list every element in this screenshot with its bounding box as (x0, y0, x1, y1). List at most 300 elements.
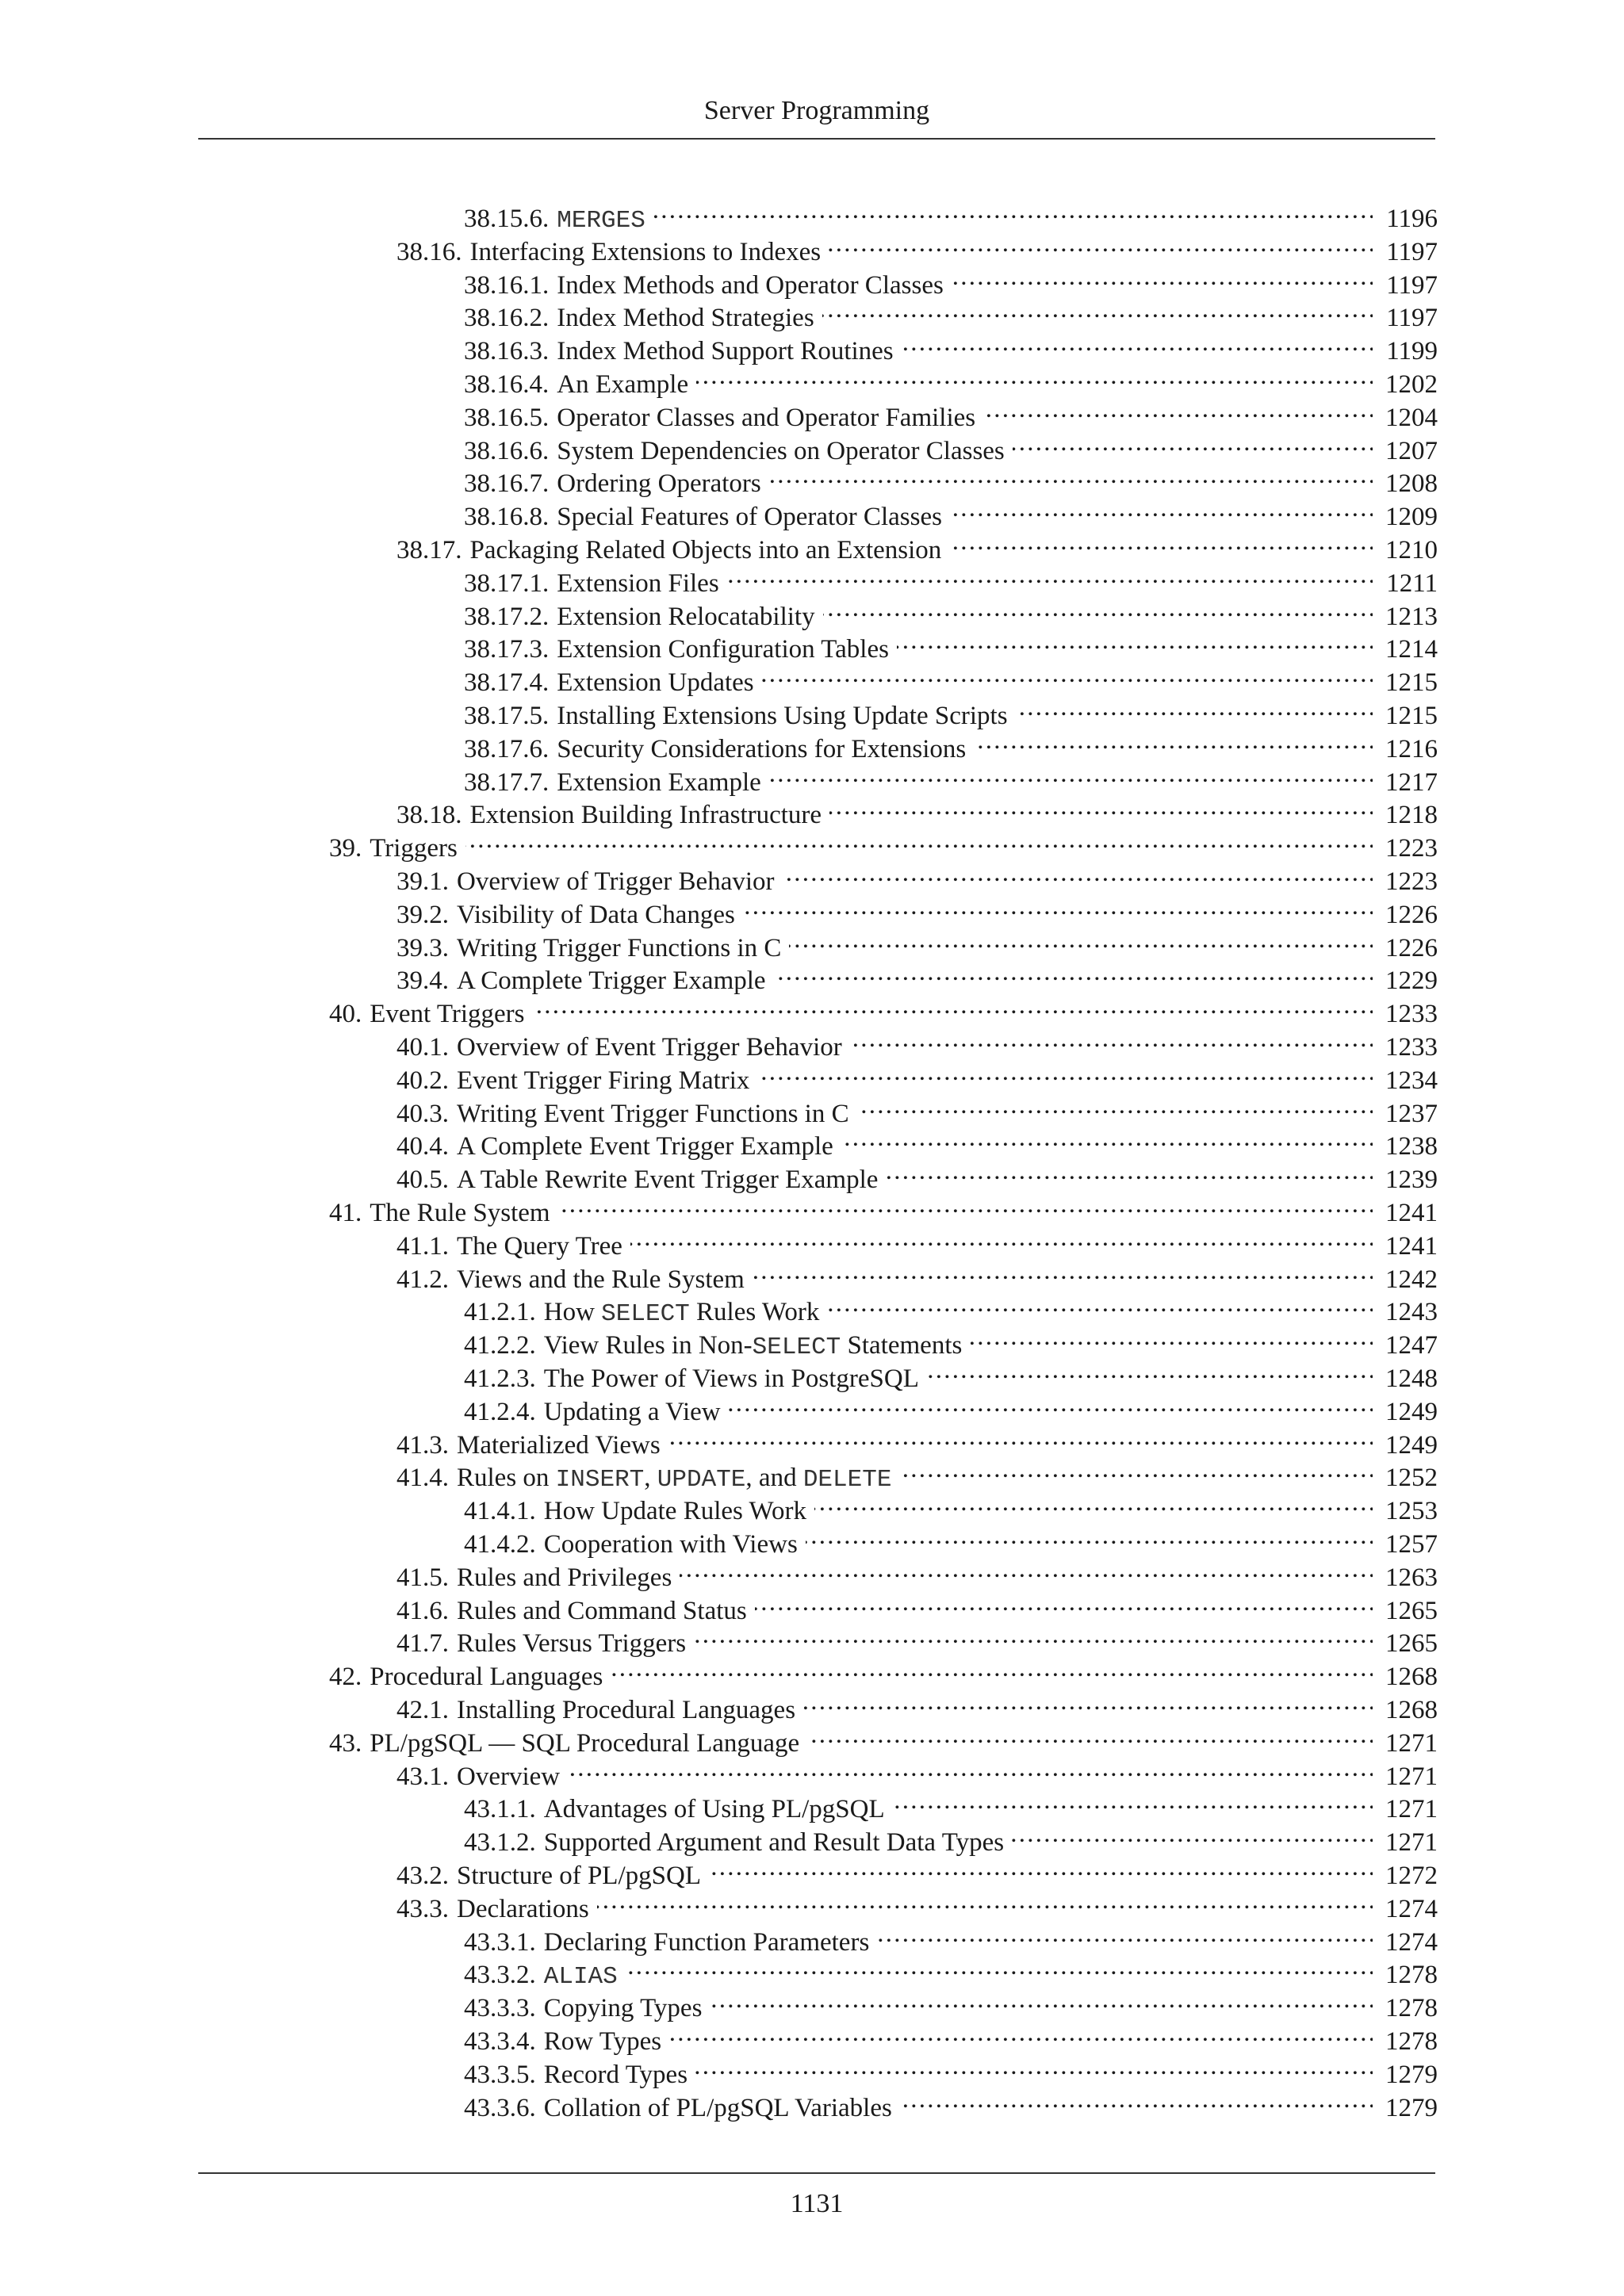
toc-entry-page: 1202 (1385, 370, 1438, 399)
toc-entry-text: Supported Argument and Result Data Types (543, 1828, 1005, 1858)
toc-entry-number: 41.3. (396, 1430, 449, 1460)
dot-leader (710, 1983, 1373, 2016)
toc-entry-text: How (543, 1298, 602, 1327)
toc-entry-text: Extension Example (557, 767, 761, 797)
toc-entry[interactable] (464, 558, 1438, 598)
toc-entry-page: 1207 (1385, 436, 1438, 465)
toc-entry[interactable] (464, 624, 1438, 664)
toc-entry-code-term: SELECT (752, 1334, 841, 1362)
toc-entry-code-term: ALIAS (543, 1963, 618, 1992)
toc-entry-page: 1243 (1385, 1298, 1438, 1327)
toc-entry[interactable] (464, 591, 1438, 631)
toc-entry[interactable] (329, 989, 1438, 1029)
toc-entry[interactable] (396, 1154, 1438, 1195)
toc-entry-text: Rules Work (689, 1298, 820, 1327)
toc-entry-text: How Update Rules Work (543, 1497, 807, 1526)
dot-leader (827, 1287, 1373, 1320)
dot-leader (857, 1089, 1373, 1122)
toc-entry-text: Operator Classes and Operator Families (557, 403, 976, 432)
dot-leader (626, 1950, 1373, 1983)
toc-entry-text: Rules on (457, 1464, 556, 1493)
toc-entry[interactable] (329, 823, 1438, 863)
toc-entry-page: 1241 (1385, 1231, 1438, 1261)
dot-leader (769, 458, 1373, 492)
toc-entry-number: 38.17. (396, 536, 462, 564)
toc-entry[interactable] (464, 293, 1438, 333)
toc-entry-number: 38.17.1. (464, 568, 550, 598)
toc-entry-number: 38.16.5. (464, 403, 550, 432)
toc-entry-page: 1271 (1385, 1828, 1438, 1858)
toc-entry[interactable] (396, 1254, 1438, 1294)
toc-entry-number: 40.5. (396, 1165, 449, 1195)
toc-entry-number: 41.2.4. (464, 1397, 536, 1426)
toc-entry-page: 1253 (1385, 1497, 1438, 1526)
toc-entry[interactable] (396, 1884, 1438, 1923)
toc-entry-number: 43. (329, 1728, 362, 1758)
toc-entry-text: System Dependencies on Operator Classes (557, 436, 1005, 465)
page-header: Server Programming (703, 96, 930, 125)
toc-entry-text: The Rule System (370, 1199, 550, 1227)
dot-leader (568, 1751, 1373, 1785)
toc-entry[interactable] (396, 1685, 1438, 1724)
toc-entry-number: 41.4.2. (464, 1530, 536, 1559)
dot-leader (753, 1254, 1373, 1288)
dot-leader (952, 260, 1373, 293)
toc-entry-page: 1279 (1385, 2093, 1438, 2122)
toc-entry[interactable] (464, 1519, 1438, 1559)
dot-leader (755, 1586, 1373, 1619)
toc-entry-text: Overview (457, 1762, 561, 1791)
toc-entry[interactable] (464, 1784, 1438, 1824)
toc-entry-text: Special Features of Operator Classes (557, 503, 942, 532)
toc-entry[interactable] (464, 1353, 1438, 1393)
toc-entry-page: 1204 (1385, 403, 1438, 432)
dot-leader (970, 1320, 1373, 1353)
dot-leader (877, 1917, 1373, 1950)
toc-entry[interactable] (464, 2049, 1438, 2089)
toc-entry-title (536, 2091, 892, 2125)
toc-entry[interactable] (464, 757, 1438, 797)
toc-entry-number: 43.1.2. (464, 1828, 536, 1858)
dot-leader (803, 1685, 1373, 1718)
toc-entry-text: Rules Versus Triggers (457, 1629, 687, 1659)
toc-entry[interactable] (396, 890, 1438, 929)
dot-leader (841, 1121, 1373, 1154)
toc-entry-code-term: SELECT (601, 1300, 690, 1329)
toc-entry-page: 1248 (1385, 1364, 1438, 1393)
toc-entry-text: The Power of Views in PostgreSQL (543, 1364, 919, 1393)
dot-leader (774, 955, 1373, 989)
dot-leader (680, 1552, 1373, 1586)
toc-entry[interactable] (396, 1586, 1438, 1625)
toc-entry[interactable] (464, 1287, 1438, 1329)
dot-leader (789, 923, 1373, 956)
dot-leader (611, 1651, 1373, 1685)
dot-leader (783, 856, 1373, 890)
toc-entry-page: 1226 (1385, 900, 1438, 929)
toc-entry-page: 1208 (1385, 469, 1438, 499)
dot-leader (743, 890, 1373, 923)
toc-entry-number: 40.2. (396, 1066, 449, 1095)
toc-entry[interactable] (464, 426, 1438, 465)
dot-leader (974, 724, 1373, 757)
toc-entry-text: An Example (557, 370, 689, 399)
toc-entry-page: 1242 (1385, 1265, 1438, 1294)
toc-entry-page: 1278 (1385, 2027, 1438, 2056)
toc-entry[interactable] (464, 260, 1438, 300)
toc-entry-text: Event Triggers (370, 1000, 525, 1029)
dot-leader (902, 326, 1373, 359)
toc-entry-text: Procedural Languages (370, 1663, 603, 1692)
toc-entry-text: Index Method Strategies (557, 304, 814, 333)
toc-entry-text: Installing Procedural Languages (457, 1696, 796, 1724)
toc-entry[interactable] (464, 1950, 1438, 1992)
toc-entry-number: 43.3.4. (464, 2027, 536, 2056)
toc-entry-page: 1197 (1386, 304, 1438, 333)
dot-leader (533, 989, 1373, 1022)
toc-entry-text: Ordering Operators (557, 469, 761, 499)
toc-entry-page: 1279 (1385, 2060, 1438, 2089)
toc-entry-text: , and (745, 1464, 803, 1493)
toc-entry-page: 1197 (1386, 270, 1438, 300)
toc-entry-number: 43.1.1. (464, 1795, 536, 1824)
toc-entry[interactable] (396, 1055, 1438, 1095)
toc-entry-page: 1199 (1386, 337, 1438, 366)
toc-entry[interactable] (464, 2083, 1438, 2122)
toc-entry-page: 1274 (1385, 1927, 1438, 1957)
toc-entry[interactable] (396, 227, 1438, 266)
dot-leader (1013, 426, 1373, 459)
dot-leader (886, 1154, 1373, 1188)
toc-entry-page: 1226 (1385, 933, 1438, 962)
toc-entry[interactable] (396, 1751, 1438, 1791)
toc-entry-text: Overview of Event Trigger Behavior (457, 1033, 842, 1062)
toc-entry[interactable] (464, 359, 1438, 399)
dot-leader (709, 1850, 1373, 1884)
toc-entry-code-term: UPDATE (657, 1466, 746, 1494)
toc-entry-page: 1214 (1385, 635, 1438, 664)
toc-entry-page: 1213 (1385, 602, 1438, 631)
toc-entry-number: 38.16.6. (464, 436, 550, 465)
toc-entry[interactable] (464, 1817, 1438, 1858)
toc-entry[interactable] (396, 955, 1438, 996)
dot-leader (822, 293, 1373, 326)
toc-entry[interactable] (396, 1221, 1438, 1261)
toc-entry-page: 1247 (1385, 1331, 1438, 1360)
toc-entry-number: 41.2.2. (464, 1331, 536, 1360)
toc-entry-page: 1249 (1385, 1397, 1438, 1426)
toc-entry[interactable] (464, 326, 1438, 366)
toc-entry[interactable] (396, 1850, 1438, 1890)
toc-entry-text: Declaring Function Parameters (543, 1927, 870, 1957)
toc-entry-number: 43.3.2. (464, 1961, 536, 1990)
toc-entry[interactable] (464, 657, 1438, 698)
toc-entry[interactable] (396, 790, 1438, 830)
toc-entry-number: 39.3. (396, 933, 449, 962)
toc-entry[interactable] (396, 525, 1438, 564)
toc-entry-number: 41.2.3. (464, 1364, 536, 1393)
dot-leader (597, 1884, 1373, 1917)
toc-entry-page: 1197 (1386, 237, 1438, 266)
toc-entry-number: 41. (329, 1199, 362, 1227)
toc-entry[interactable] (464, 724, 1438, 763)
toc-entry-number: 38.17.4. (464, 668, 550, 698)
dot-leader (927, 1353, 1373, 1387)
toc-entry-text: Security Considerations for Extensions (557, 734, 967, 763)
toc-entry[interactable] (396, 923, 1438, 962)
dot-leader (630, 1221, 1373, 1254)
dot-leader (1016, 691, 1373, 724)
toc-entry-page: 1271 (1385, 1762, 1438, 1791)
dot-leader (465, 823, 1373, 856)
toc-entry-number: 40.1. (396, 1033, 449, 1062)
toc-entry-number: 41.1. (396, 1231, 449, 1261)
toc-entry-page: 1238 (1385, 1132, 1438, 1161)
dot-leader (814, 1486, 1373, 1519)
toc-entry-number: 39. (329, 834, 362, 863)
toc-entry-page: 1229 (1385, 966, 1438, 996)
toc-entry-number: 38.16.1. (464, 270, 550, 300)
toc-entry-text: Collation of PL/pgSQL Variables (543, 2093, 892, 2122)
toc-entry-number: 38.16.4. (464, 370, 550, 399)
dot-leader (983, 392, 1373, 426)
toc-entry-page: 1210 (1385, 536, 1438, 564)
toc-entry-page: 1196 (1386, 205, 1438, 233)
toc-entry-page: 1237 (1385, 1099, 1438, 1128)
toc-entry[interactable] (396, 1022, 1438, 1062)
toc-entry[interactable] (396, 1089, 1438, 1128)
toc-entry-page: 1278 (1385, 1961, 1438, 1990)
toc-entry-page: 1215 (1385, 702, 1438, 730)
toc-entry-text: Interfacing Extensions to Indexes (469, 237, 822, 266)
dot-leader (668, 1420, 1373, 1453)
toc-entry-page: 1216 (1385, 734, 1438, 763)
toc-entry-text: Index Method Support Routines (557, 337, 894, 366)
toc-entry-page: 1209 (1385, 503, 1438, 532)
dot-leader (829, 790, 1373, 823)
toc-entry-text: Extension Relocatability (557, 602, 815, 631)
toc-entry[interactable] (329, 1188, 1438, 1227)
toc-entry-number: 39.4. (396, 966, 449, 996)
toc-entry-text: Extension Configuration Tables (557, 635, 889, 664)
toc-entry-page: 1274 (1385, 1894, 1438, 1923)
toc-entry-text: , (644, 1464, 657, 1493)
toc-entry-number: 41.6. (396, 1596, 449, 1625)
toc-entry-number: 43.3.1. (464, 1927, 536, 1957)
toc-entry-page: 1239 (1385, 1165, 1438, 1195)
toc-entry-text: A Complete Trigger Example (457, 966, 766, 996)
toc-entry-number: 43.3.5. (464, 2060, 536, 2089)
dot-leader (762, 657, 1373, 691)
toc-entry-text: Extension Building Infrastructure (469, 801, 822, 830)
dot-leader (694, 1618, 1373, 1651)
toc-entry-text: Extension Updates (557, 668, 754, 698)
toc-entry-number: 39.1. (396, 867, 449, 896)
toc-entry[interactable] (464, 492, 1438, 532)
toc-entry-page: 1278 (1385, 1994, 1438, 2023)
toc-entry-text: A Table Rewrite Event Trigger Example (457, 1165, 879, 1195)
toc-entry-number: 39.2. (396, 900, 449, 929)
dot-leader (850, 1022, 1373, 1055)
toc-entry-page: 1234 (1385, 1066, 1438, 1095)
toc-entry-page: 1263 (1385, 1563, 1438, 1592)
toc-entry-page: 1241 (1385, 1199, 1438, 1227)
toc-entry[interactable] (464, 392, 1438, 432)
toc-entry-number: 38.16.2. (464, 304, 550, 333)
toc-entry-number: 38.16.3. (464, 337, 550, 366)
dot-leader (823, 591, 1373, 625)
toc-entry-number: 43.2. (396, 1862, 449, 1890)
toc-entry-number: 40. (329, 1000, 362, 1029)
toc-entry-text: Triggers (370, 834, 458, 863)
toc-entry-code-term: DELETE (802, 1466, 892, 1494)
toc-entry-text: Extension Files (557, 568, 719, 598)
toc-entry-page: 1215 (1385, 668, 1438, 698)
toc-entry-text: Views and the Rule System (457, 1265, 745, 1294)
toc-entry-text: View Rules in Non- (543, 1331, 753, 1360)
toc-entry-page: 1218 (1385, 801, 1438, 830)
toc-entry[interactable] (464, 1486, 1438, 1526)
dot-leader (893, 1784, 1373, 1817)
toc-entry-text: The Query Tree (457, 1231, 622, 1261)
toc-entry-number: 43.3. (396, 1894, 449, 1923)
toc-entry[interactable] (464, 1320, 1438, 1362)
toc-entry-page: 1252 (1385, 1464, 1438, 1493)
toc-entry[interactable] (396, 1121, 1438, 1161)
toc-entry-page: 1257 (1385, 1530, 1438, 1559)
toc-entry-text: Writing Event Trigger Functions in C (457, 1099, 849, 1128)
toc-entry-number: 38.17.2. (464, 602, 550, 631)
dot-leader (950, 492, 1373, 525)
toc-entry-number: 41.4.1. (464, 1497, 536, 1526)
toc-entry[interactable] (464, 1387, 1438, 1426)
dot-leader (727, 558, 1373, 591)
toc-entry-page: 1268 (1385, 1696, 1438, 1724)
toc-entry[interactable] (396, 1420, 1438, 1460)
toc-entry-text: A Complete Event Trigger Example (457, 1132, 833, 1161)
toc-entry-page: 1271 (1385, 1795, 1438, 1824)
toc-entry[interactable] (464, 2016, 1438, 2056)
toc-entry[interactable] (396, 1452, 1438, 1494)
toc-entry-text: Statements (841, 1331, 963, 1360)
toc-entry-number: 38.17.5. (464, 702, 550, 730)
dot-leader (899, 1452, 1373, 1486)
page-number: 1131 (790, 2189, 844, 2218)
toc-entry-number: 41.4. (396, 1464, 449, 1493)
toc-entry[interactable] (396, 856, 1438, 896)
toc-entry-number: 43.1. (396, 1762, 449, 1791)
toc-entry[interactable] (464, 1917, 1438, 1957)
dot-leader (897, 624, 1373, 657)
toc-entry-text: Rules and Privileges (457, 1563, 672, 1592)
dot-leader (806, 1519, 1373, 1552)
header-rule (198, 138, 1435, 140)
toc-entry-page: 1265 (1385, 1629, 1438, 1659)
toc-entry-page: 1271 (1385, 1728, 1438, 1758)
dot-leader (1012, 1817, 1373, 1850)
dot-leader (695, 2049, 1373, 2083)
toc-entry-number: 38.18. (396, 801, 462, 830)
toc-entry-number: 41.7. (396, 1629, 449, 1659)
toc-entry-page: 1223 (1385, 834, 1438, 863)
toc-entry-text: Row Types (543, 2027, 662, 2056)
toc-entry-number: 38.16.8. (464, 503, 550, 532)
toc-entry-text: Updating a View (543, 1397, 721, 1426)
toc-entry-text: Declarations (457, 1894, 589, 1923)
toc-entry-text: Installing Extensions Using Update Scripts (557, 702, 1008, 730)
toc-entry-number: 38.17.3. (464, 635, 550, 664)
toc-entry-page: 1265 (1385, 1596, 1438, 1625)
toc-entry-number: 41.2. (396, 1265, 449, 1294)
toc-entry[interactable] (464, 193, 1438, 235)
toc-entry-number: 38.17.7. (464, 767, 550, 797)
dot-leader (829, 227, 1373, 260)
toc-entry-number: 41.2.1. (464, 1298, 536, 1327)
dot-leader (757, 1055, 1373, 1089)
toc-entry-number: 38.16.7. (464, 469, 550, 499)
toc-entry-text: Event Trigger Firing Matrix (457, 1066, 750, 1095)
toc-entry-page: 1233 (1385, 1000, 1438, 1029)
dot-leader (807, 1718, 1373, 1751)
dot-leader (558, 1188, 1373, 1221)
toc-entry-number: 40.4. (396, 1132, 449, 1161)
toc-entry-page: 1223 (1385, 867, 1438, 896)
toc-entry-text: Writing Trigger Functions in C (457, 933, 782, 962)
toc-entry-code-term: INSERT (555, 1466, 645, 1494)
toc-entry[interactable] (329, 1718, 1438, 1758)
toc-entry-number: 38.17.6. (464, 734, 550, 763)
toc-entry[interactable] (464, 1983, 1438, 2023)
dot-leader (669, 2016, 1373, 2049)
toc-entry-text: Copying Types (543, 1994, 703, 2023)
toc-entry-number: 42.1. (396, 1696, 449, 1724)
toc-entry-number: 38.16. (396, 237, 462, 266)
toc-entry-number: 42. (329, 1663, 362, 1692)
toc-entry[interactable] (396, 1618, 1438, 1659)
dot-leader (696, 359, 1373, 392)
toc-entry-page: 1211 (1386, 568, 1438, 598)
toc-entry-text: Packaging Related Objects into an Extension (469, 536, 942, 564)
toc-entry-text: Record Types (543, 2060, 688, 2089)
toc-entry[interactable] (396, 1552, 1438, 1592)
toc-entry-text: Overview of Trigger Behavior (457, 867, 775, 896)
toc-entry-page: 1272 (1385, 1862, 1438, 1890)
toc-entry-text: Visibility of Data Changes (457, 900, 735, 929)
toc-entry-number: 43.3.3. (464, 1994, 536, 2023)
toc-entry-code-term: MERGES (557, 207, 645, 235)
toc-entry-number: 40.3. (396, 1099, 449, 1128)
toc-entry-page: 1233 (1385, 1033, 1438, 1062)
toc-entry[interactable] (329, 1651, 1438, 1692)
toc-entry-number: 38.15.6. (464, 205, 550, 233)
footer-rule (198, 2172, 1435, 2174)
toc-entry-page: 1268 (1385, 1663, 1438, 1692)
toc-entry-number: 41.5. (396, 1563, 449, 1592)
toc-entry-text: Index Methods and Operator Classes (557, 270, 944, 300)
toc-entry[interactable] (464, 691, 1438, 730)
toc-entry-text: PL/pgSQL — SQL Procedural Language (370, 1728, 800, 1758)
dot-leader (653, 193, 1373, 227)
toc-entry-text: Rules and Command Status (457, 1596, 747, 1625)
dot-leader (769, 757, 1373, 790)
toc-entry-page: 1249 (1385, 1430, 1438, 1460)
dot-leader (900, 2083, 1373, 2116)
toc-entry[interactable] (464, 458, 1438, 499)
toc-entry-text: Materialized Views (457, 1430, 661, 1460)
toc-entry-text: Cooperation with Views (543, 1530, 798, 1559)
toc-entry-number: 43.3.6. (464, 2093, 536, 2122)
toc-entry-page: 1217 (1385, 767, 1438, 797)
